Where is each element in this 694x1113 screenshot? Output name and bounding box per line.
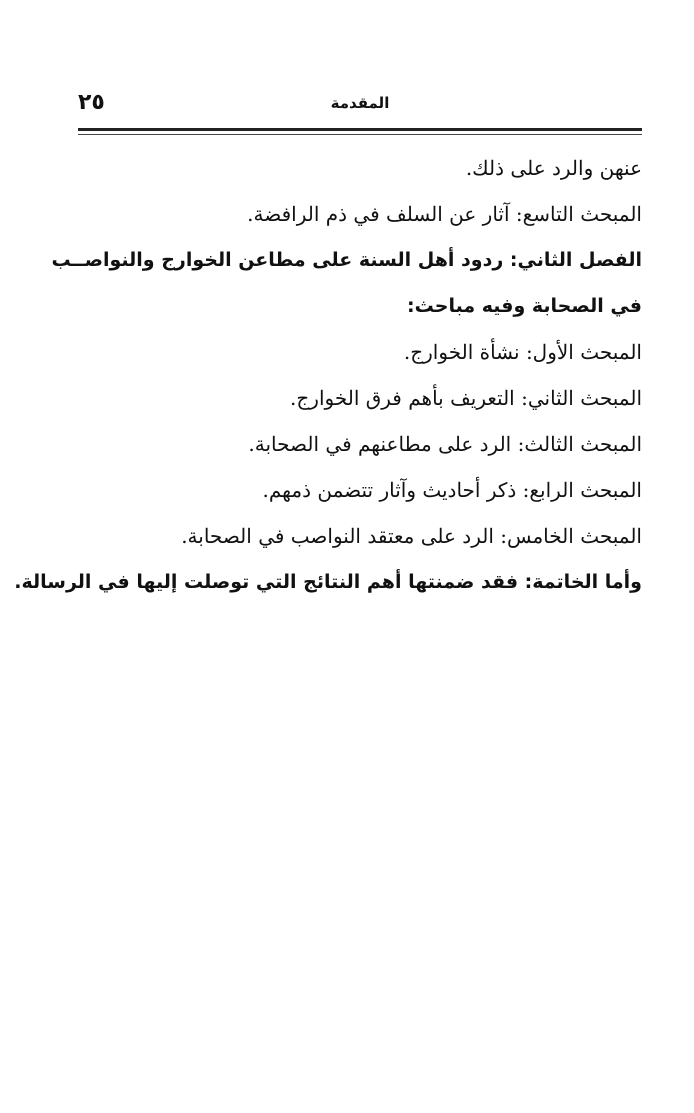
section-three: المبحث الثالث: الرد على مطاعنهم في الصحابة. <box>248 432 642 456</box>
section-five: المبحث الخامس: الرد على معتقد النواصب في الصحابة. <box>181 524 642 548</box>
running-title: المقدمة <box>330 94 390 112</box>
chapter-two-heading-line-2: في الصحابة وفيه مباحث: <box>407 295 642 317</box>
text-line-1: عنهن والرد على ذلك. <box>465 156 642 180</box>
section-nine: المبحث التاسع: آثار عن السلف في ذم الرافضة. <box>247 202 642 226</box>
page-content <box>14 145 642 605</box>
page-header <box>78 88 642 128</box>
header-rule-thick <box>78 128 642 131</box>
header-rule-thin <box>78 134 642 135</box>
chapter-two-heading-line-1: الفصل الثاني: ردود أهل السنة على مطاعن الخوارج والنواصــب <box>51 249 642 271</box>
section-one: المبحث الأول: نشأة الخوارج. <box>403 340 642 364</box>
page-number: ٢٥ <box>78 90 105 115</box>
section-four: المبحث الرابع: ذكر أحاديث وآثار تتضمن ذمهم. <box>262 478 642 502</box>
conclusion-line: وأما الخاتمة: فقد ضمنتها أهم النتائج التي توصلت إليها في الرسالة. <box>14 571 642 593</box>
section-two: المبحث الثاني: التعريف بأهم فرق الخوارج. <box>290 386 642 410</box>
